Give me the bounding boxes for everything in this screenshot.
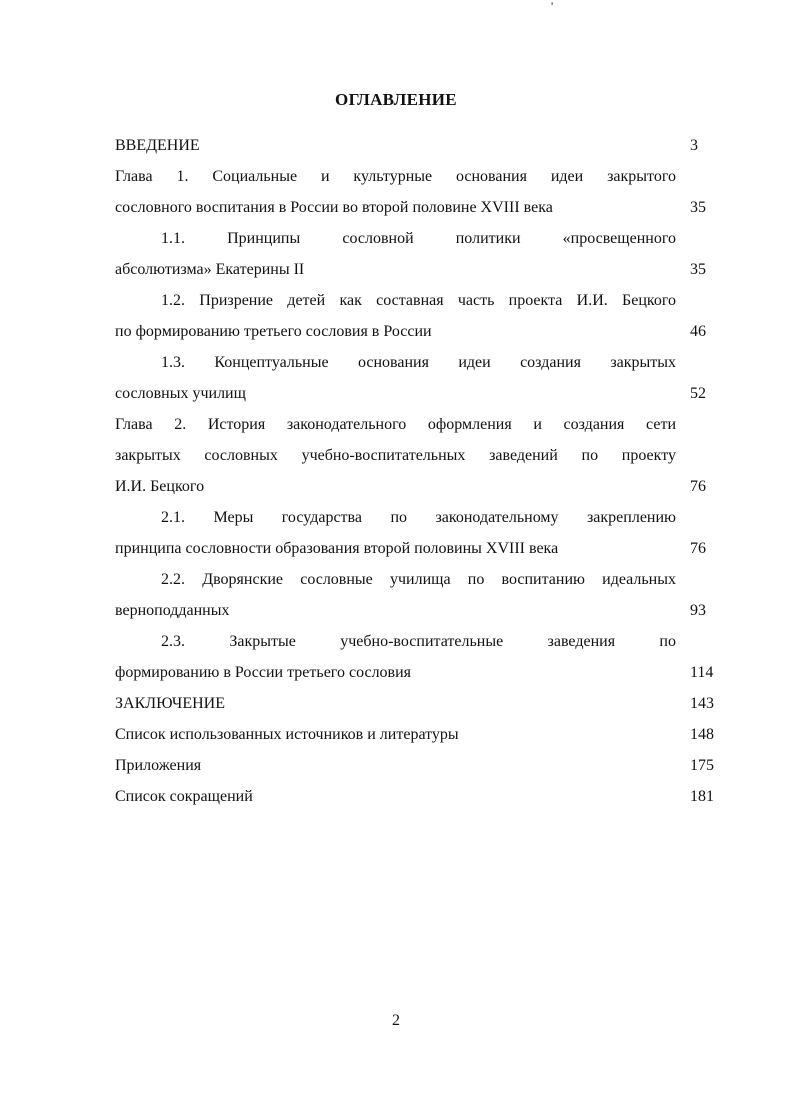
toc-page-number: 3 [690, 137, 698, 154]
table-of-contents [115, 130, 720, 812]
toc-entry-text: Приложения [115, 757, 202, 774]
toc-entry-section-1-2[interactable] [115, 285, 720, 316]
corner-mark: ' [551, 0, 554, 13]
toc-entry-chapter-2-cont[interactable] [115, 440, 720, 471]
toc-entry-text: 1.3. Концептуальные основания идеи создания закрытых [161, 354, 676, 371]
toc-entry-introduction[interactable] [115, 130, 720, 161]
toc-page-number: 52 [690, 385, 706, 402]
toc-entry-chapter-1-cont[interactable] [115, 192, 720, 223]
toc-page-number: 143 [690, 695, 714, 712]
toc-entry-text: 2.1. Меры государства по законодательному закреплению [161, 509, 676, 526]
toc-page-number: 35 [690, 199, 706, 216]
toc-entry-text: ВВЕДЕНИЕ [115, 137, 200, 154]
toc-title: ОГЛАВЛЕНИЕ [335, 90, 457, 109]
toc-entry-section-1-2-cont[interactable] [115, 316, 720, 347]
toc-entry-text: принципа сословности образования второй половины XVIII века [115, 540, 559, 557]
toc-entry-text: абсолютизма» Екатерины II [115, 261, 305, 278]
toc-page-number: 114 [690, 664, 714, 681]
toc-entry-text: верноподданных [115, 602, 230, 619]
toc-entry-section-1-1-cont[interactable] [115, 254, 720, 285]
toc-entry-section-2-3-cont[interactable] [115, 657, 720, 688]
toc-entry-appendices[interactable] [115, 750, 720, 781]
toc-entry-section-2-1[interactable] [115, 502, 720, 533]
toc-entry-chapter-2-end[interactable] [115, 471, 720, 502]
toc-entry-chapter-2[interactable] [115, 409, 720, 440]
toc-page-number: 35 [690, 261, 706, 278]
toc-entry-text: Список сокращений [115, 788, 253, 805]
toc-entry-text: И.И. Бецкого [115, 478, 205, 495]
toc-entry-abbreviations[interactable] [115, 781, 720, 812]
toc-entry-text: Список использованных источников и литературы [115, 726, 459, 743]
toc-entry-chapter-1[interactable] [115, 161, 720, 192]
toc-entry-section-1-3-cont[interactable] [115, 378, 720, 409]
toc-entry-text: Глава 2. История законодательного оформления и создания сети [115, 416, 676, 433]
toc-page-number: 181 [690, 788, 714, 805]
page-footer-number: 2 [392, 1012, 400, 1029]
toc-page-number: 46 [690, 323, 706, 340]
toc-entry-bibliography[interactable] [115, 719, 720, 750]
toc-entry-text: 2.2. Дворянские сословные училища по воспитанию идеальных [161, 571, 676, 588]
toc-entry-text: 1.1. Принципы сословной политики «просвещенного [161, 230, 676, 247]
toc-entry-conclusion[interactable] [115, 688, 720, 719]
toc-entry-section-1-3[interactable] [115, 347, 720, 378]
toc-entry-section-1-1[interactable] [115, 223, 720, 254]
toc-entry-section-2-2[interactable] [115, 564, 720, 595]
toc-entry-text: ЗАКЛЮЧЕНИЕ [115, 695, 225, 712]
toc-entry-text: 2.3. Закрытые учебно-воспитательные заведения по [161, 633, 676, 650]
toc-page-number: 148 [690, 726, 714, 743]
toc-entry-text: 1.2. Призрение детей как составная часть проекта И.И. Бецкого [161, 292, 676, 309]
toc-entry-text: Глава 1. Социальные и культурные основания идеи закрытого [115, 168, 676, 185]
toc-entry-section-2-1-cont[interactable] [115, 533, 720, 564]
toc-entry-section-2-3[interactable] [115, 626, 720, 657]
toc-entry-text: формированию в России третьего сословия [115, 664, 412, 681]
toc-entry-text: сословного воспитания в России во второй половине XVIII века [115, 199, 553, 216]
toc-page-number: 93 [690, 602, 706, 619]
toc-entry-text: сословных училищ [115, 385, 246, 402]
toc-entry-text: по формированию третьего сословия в России [115, 323, 432, 340]
toc-page-number: 175 [690, 757, 714, 774]
toc-page-number: 76 [690, 540, 706, 557]
toc-page-number: 76 [690, 478, 706, 495]
toc-entry-section-2-2-cont[interactable] [115, 595, 720, 626]
toc-entry-text: закрытых сословных учебно-воспитательных заведений по проекту [115, 447, 676, 464]
